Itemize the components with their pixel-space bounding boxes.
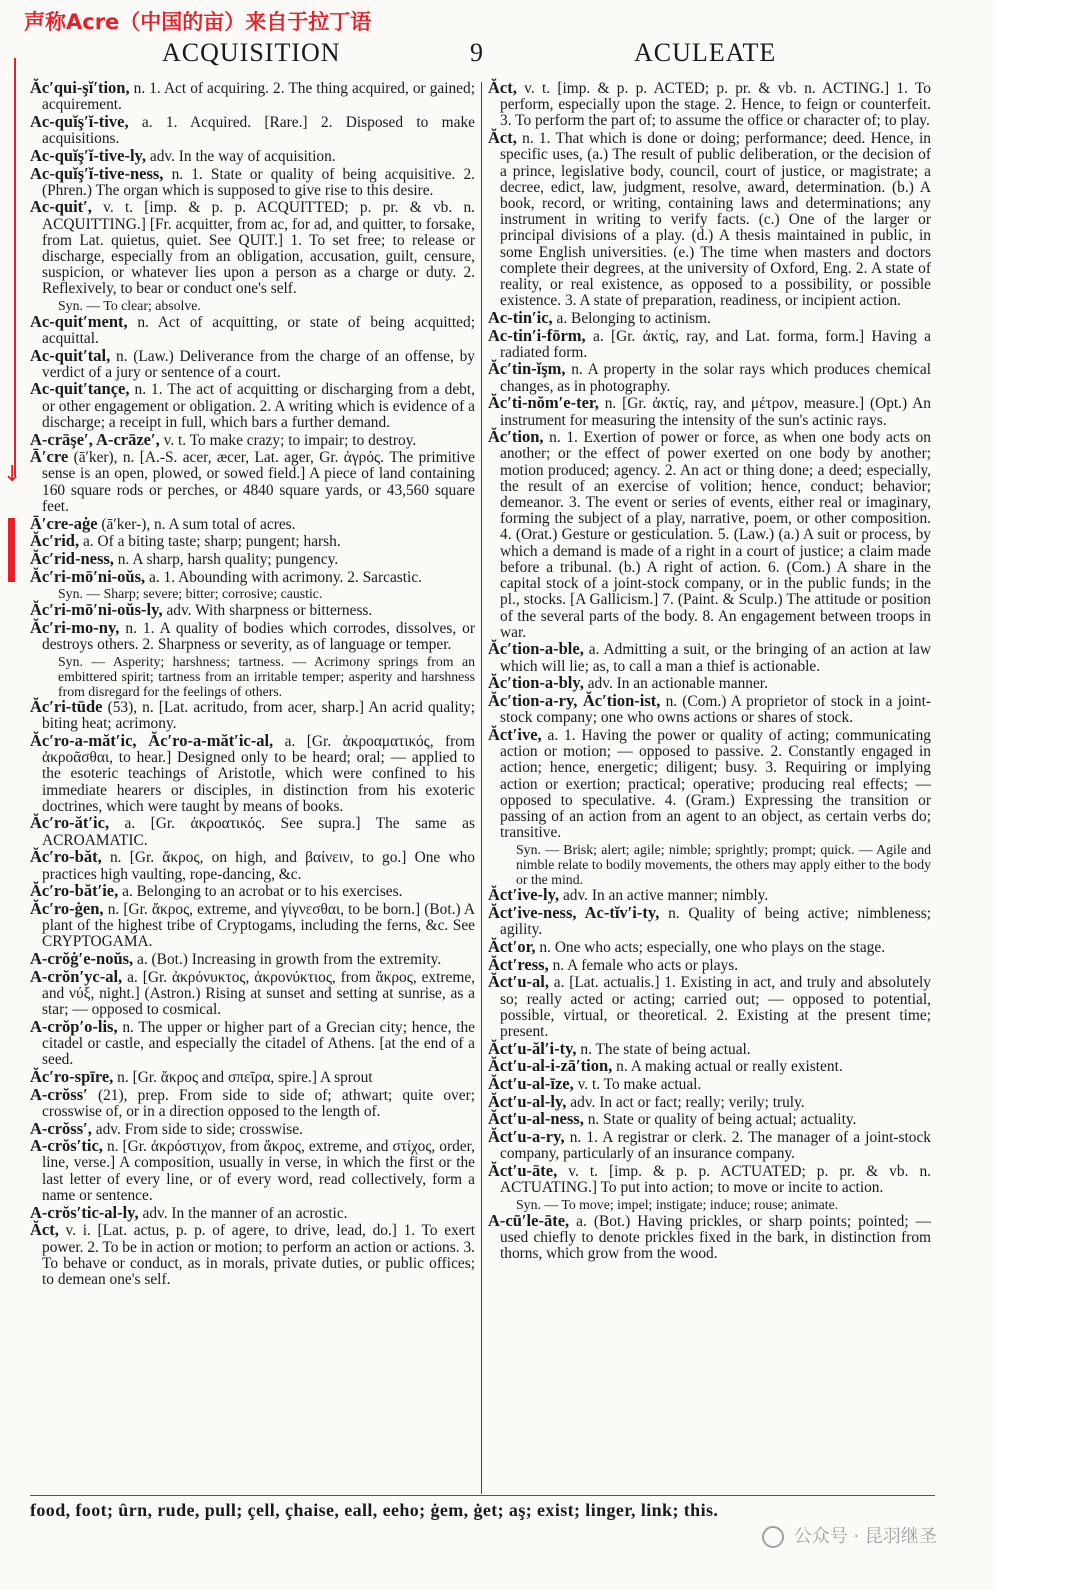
dictionary-entry [30, 533, 475, 550]
entry-definition: a. Belonging to actinism. [556, 309, 711, 327]
entry-headword: Ăc′ri-mō′ni-oŭs, [30, 566, 146, 586]
dictionary-entry [488, 1091, 931, 1111]
dictionary-entry [488, 80, 931, 130]
entry-definition: n. A making actual or really existent. [616, 1058, 843, 1076]
entry-headword: A-crŏn′yc-al, [30, 966, 123, 986]
entry-definition: n. 1. The act of acquitting or discharging from a debt, or other engagement or obligation. 2. A writing which is evidence of a discharge; a receipt in full, which bars a further demand. [42, 381, 475, 431]
dictionary-entry [488, 1129, 931, 1162]
dictionary-entry [488, 130, 931, 309]
entry-definition: (53), n. [Lat. acritudo, from acer, sharp.] An acrid quality; biting heat; acrimony. [42, 699, 475, 733]
dictionary-entry [30, 815, 475, 848]
entry-headword: Ac-quit′tal, [30, 345, 111, 365]
dictionary-entry [488, 887, 931, 904]
entry-headword: Ăct, [488, 78, 517, 97]
entry-headword: Ăct, [30, 1220, 59, 1240]
entry-headword: Ăc′ti-nŏm′e-ter, [488, 393, 599, 413]
annotation-red-line [14, 58, 16, 476]
dictionary-entry [488, 974, 931, 1040]
entry-headword: Ăc′tion-a-ry, Ăc′tion-ist, [488, 691, 661, 711]
entry-definition: a. Of a biting taste; sharp; pungent; harsh. [82, 533, 341, 551]
entry-definition: n. [Gr. ἄκρος and σπεῖρα, spire.] A sprout [117, 1068, 373, 1086]
dictionary-entry [488, 641, 931, 674]
entry-definition: a. 1. Having the power or quality of acting; communicating action or motion; — opposed to passive. 2. Constantly engaged in action; hence, energetic; diligent; busy. 3. Requiring or implying action or exertion; practical; operative; producing real effects; — opposed to speculative. 4. (Gram.) Expressing the transition or passing of an action from an agent to an object, as certain verbs do; transitive. [500, 726, 931, 842]
entry-definition: v. t. [imp. & p. p. ACQUITTED; p. pr. & vb. n. ACQUITTING.] [Fr. acquitter, from ac, for ad, and quitter, to forsake, from Lat. quietus, quiet. See QUIT.] 1. To set free; to release or discharge, especially from an obligation, accusation, guilt, censure, suspicion, or whatever lies upon a person as a charge or duty. 2. Reflexively, to bear or conduct one's self. [42, 199, 475, 298]
dictionary-entry [30, 566, 475, 586]
entry-definition: n. One who acts; especially, one who plays on the stage. [539, 938, 886, 956]
footer-rule [30, 1495, 935, 1496]
dictionary-entry [30, 1066, 475, 1086]
entry-definition: a. (Bot.) Increasing in growth from the extremity. [137, 951, 442, 969]
entry-headword: Ăc′tion-a-bly, [488, 673, 584, 693]
entry-headword: Ăc′ro-a-măt′ic, Ăc′ro-a-măt′ic-al, [30, 730, 274, 750]
dictionary-entry [30, 345, 475, 381]
entry-definition: a. [Lat. actualis.] 1. Existing in act, and truly and absolutely so; really acted or acting; carried out; — opposed to potential, possible, virtual, or theoretical. 2. Existing at the present time; present. [500, 974, 931, 1040]
dictionary-entry [30, 730, 475, 815]
dictionary-entry [30, 1222, 475, 1288]
entry-headword: Ăc′ro-ġen, [30, 898, 104, 918]
entry-definition: n. Act of acquitting, or state of being acquitted; acquittal. [42, 313, 475, 347]
annotation-title: 声称Acre（中国的亩）来自于拉丁语 [24, 10, 372, 34]
entry-headword: Ăc′ro-ăt′ic, [30, 813, 110, 833]
entry-definition: n. [Gr. ἄκρος, on high, and βαίνειν, to go.] One who practices high vaulting, rope-dancing, &c. [42, 849, 475, 883]
entry-headword: A-crŏss′ [30, 1084, 88, 1104]
entry-definition: n. [Gr. ἀκτίς, ray, and μέτρον, measure.] (Opt.) An instrument for measuring the intensity of the sun's actinic rays. [500, 395, 931, 429]
entry-definition: (ā′ker), n. [A.-S. acer, æcer, Lat. ager, Gr. ἀγρός. The primitive sense is an open, plowed, or sowed field.] A piece of land containing 160 square rods or perches, or 4840 square yards, or 43,560 square feet. [42, 449, 475, 515]
entry-headword: A-crŏss′, [30, 1118, 92, 1138]
dictionary-entry [30, 145, 475, 165]
synonym-note: Syn. — To move; impel; instigate; induce; rouse; animate. [516, 1197, 839, 1212]
dictionary-entry [30, 429, 475, 449]
entry-headword: Ăc′rid, [30, 531, 80, 551]
running-head [0, 38, 995, 74]
entry-headword: Ăct′ive-ly, [488, 885, 560, 905]
entry-headword: A-crŏs′tic, [30, 1136, 103, 1156]
entry-headword: Ăct′u-al-ly, [488, 1091, 567, 1111]
dictionary-entry [488, 1163, 931, 1196]
entry-headword: Ăct, [488, 128, 517, 148]
dictionary-entry [488, 1111, 931, 1128]
entry-definition: a. [Gr. ἀκροατικός. See supra.] The same as ACROAMATIC. [42, 815, 475, 849]
entry-headword: A-crŏp′o-lis, [30, 1016, 118, 1036]
entry-headword: Ăc′ri-mō′ni-oŭs-ly, [30, 599, 163, 619]
dictionary-entry [30, 111, 475, 148]
entry-definition: v. t. [imp. & p. p. ACTED; p. pr. & vb. n. ACTING.] 1. To perform, especially upon the stage. 2. Hence, to feign or counterfeit. 3. To perform the part of; to assume the office or character of; to play. [500, 80, 931, 130]
entry-headword: Ac-quĭş′ĭ-tive, [30, 111, 129, 131]
page-number: 9 [470, 38, 484, 67]
dictionary-entry [488, 905, 931, 938]
entry-definition: n. (Law.) Deliverance from the charge of an offense, by verdict of a jury or sentence of a court. [42, 347, 475, 381]
dictionary-entry [488, 395, 931, 428]
entry-definition: n. 1. Exertion of power or force, as when one body acts on another; or the effect of power exerted on one body by another; motion produced; agency. 2. An act or thing done; a deed; especially, the result of an exercise of volition; hence, conduct; behavior; demeanor. 3. The event or series of events, either real or imaginary, forming the subject of a play, narrative, poem, or other composition. 4. (Orat.) Gesture or gesticulation. 5. (Law.) (a.) A suit or process, by which a demand is made of a right in a court of justice; a claim made before a tribunal. (b.) A right of action. 6. (Com.) A share in the capital stock of a joint-stock company, or in the public funds; in the pl., stocks. [A Gallicism.] 7. (Paint. & Sculp.) The attitude or position of the several parts of the body. 8. An engagement between troops in war. [500, 429, 931, 641]
entry-definition: adv. In the manner of an acrostic. [142, 1204, 348, 1222]
entry-definition: n. A female who acts or plays. [552, 956, 739, 974]
dictionary-entry [30, 548, 475, 568]
dictionary-entry [488, 307, 931, 327]
dictionary-entry [488, 325, 931, 361]
column-divider [481, 82, 482, 1494]
entry-definition: adv. From side to side; crosswise. [95, 1120, 303, 1138]
entry-headword: Ăc′ro-spīre, [30, 1066, 114, 1086]
entry-definition: (ā′ker-), n. A sum total of acres. [101, 515, 296, 533]
right-margin [995, 0, 1080, 1590]
synonym-note: Syn. — Brisk; alert; agile; nimble; sprightly; prompt; quick. — Agile and nimble relate to bodily movements, the others may apply either to the body or the mind. [516, 841, 931, 887]
dictionary-entry [488, 361, 931, 394]
dictionary-entry [488, 1076, 931, 1093]
entry-headword: Ac-quit′ment, [30, 311, 128, 331]
dictionary-entry [30, 883, 475, 900]
entry-headword: Ăc′tion, [488, 427, 544, 447]
entry-definition: n. 1. Act of acquiring. 2. The thing acquired, or gained; acquirement. [42, 80, 475, 114]
entry-definition: a. Admitting a suit, or the bringing of an action at law which will lie; as, to call a man a thief is actionable. [500, 641, 931, 675]
watermark [762, 1522, 937, 1548]
dictionary-entry [30, 80, 475, 113]
pronunciation-key: food, foot; ûrn, rude, pull; çell, çhaise, eall, eeho; ġem, ġet; aş; exist; linger, link; this. [30, 1500, 719, 1520]
entry-definition: (21), prep. From side to side of; athwart; quite over; crosswise of, or in a direction opposed to the length of. [42, 1086, 475, 1120]
entry-headword: Ăct′ive, [488, 724, 542, 744]
entry-definition: n. The state of being actual. [580, 1040, 751, 1058]
dictionary-entry [30, 163, 475, 199]
dictionary-entry [30, 617, 475, 653]
entry-definition: n. 1. That which is done or doing; performance; deed. Hence, in specific uses, (a.) The result of public deliberation, or the decision of a prince, legislative body, council, court of justice, or magistrate; a decree, edict, law, judgment, resolve, award, determination. (b.) A book, record, or writing, containing laws and determinations; any instrument in writing to verify facts. (c.) One of the larger or principal divisions of a play. (d.) A thesis maintained in public, in some English universities. (e.) The time when masters and doctors complete their degrees, at the university of Oxford, Eng. 2. A state of reality, or real existence, as opposed to a possibility, or possible existence. 3. A state of preparation, readiness, or incipient action. [500, 130, 931, 310]
entry-definition: n. The upper or higher part of a Grecian city; hence, the citadel or castle, and especially the citadel of Athens. [at the end of a seed. [42, 1018, 475, 1069]
dictionary-entry [30, 699, 475, 732]
entry-definition: v. t. To make crazy; to impair; to destroy. [163, 431, 417, 449]
entry-definition: v. i. [Lat. actus, p. p. of agere, to drive, lead, do.] 1. To exert power. 2. To be in action or motion; to perform an action or actions. 3. To behave or conduct, as in morals, private duties, or public offices; to demean one's self. [42, 1222, 475, 1288]
dictionary-entry [30, 898, 475, 951]
entry-definition: n. Quality of being active; nimbleness; agility. [500, 905, 931, 939]
entry-headword: Ac-quĭş′ĭ-tive-ly, [30, 145, 147, 165]
entry-definition: n. [Gr. ἄκρος, extreme, and γίγνεσθαι, to be born.] (Bot.) A plant of the highest tribe of Cryptogams, including the ferns, &c. See CRYPTOGAMA. [42, 900, 475, 951]
entry-definition: a. 1. Acquired. [Rare.] 2. Disposed to make acquisitions. [42, 113, 475, 148]
annotation-arrow-icon: ↓ [3, 462, 22, 487]
wechat-logo-icon [762, 1526, 784, 1548]
dictionary-entry [488, 954, 931, 974]
entry-definition: n. 1. State or quality of being acquisitive. 2. (Phren.) The organ which is supposed to give rise to this desire. [42, 165, 475, 199]
entry-headword: Ăc′rid-ness, [30, 548, 114, 568]
entry-definition: adv. In an active manner; nimbly. [562, 887, 769, 905]
dictionary-entry [30, 1202, 475, 1222]
dictionary-entry [488, 1038, 931, 1058]
dictionary-entry [30, 381, 475, 431]
entry-definition: a. [Gr. ἀκτίς, ray, and Lat. forma, form.] Having a radiated form. [500, 327, 931, 361]
entry-headword: Ăc′ro-băt′ie, [30, 881, 119, 901]
dictionary-entry [488, 724, 931, 842]
entry-headword: Ăct′u-āte, [488, 1161, 558, 1181]
entry-definition: a. (Bot.) Having prickles, or sharp points; pointed; — used chiefly to denote prickles fixed in the bark, in distinction from thorns, which grow from the wood. [500, 1212, 931, 1262]
dictionary-entry [30, 966, 475, 1019]
entry-headword: Ăc′qui-şĭ′tion, [30, 78, 130, 97]
dictionary-entry [30, 1084, 475, 1120]
entry-headword: Ā′cre [30, 447, 69, 467]
entry-headword: A-crŏs′tic-al-ly, [30, 1202, 139, 1222]
annotation-highlight-bar [8, 518, 15, 582]
dictionary-entry [30, 599, 475, 619]
synonym-note: Syn. — To clear; absolve. [58, 298, 201, 314]
entry-definition: a. Belonging to an acrobat or to his exercises. [122, 883, 403, 901]
entry-definition: n. [Gr. ἀκρόστιχον, from ἄκρος, extreme, and στίχος, order, line, verse.] A composition, usually in verse, in which the first or the last letter of every line, or of every word, read collectively, form a name or sentence. [42, 1138, 475, 1204]
entry-headword: Ac-tin′i-fōrm, [488, 325, 586, 345]
dictionary-entry [30, 849, 475, 882]
entry-definition: adv. In act or fact; really; verily; truly. [570, 1093, 805, 1111]
dictionary-entry [30, 513, 475, 533]
entry-headword: Ac-quit′tançe, [30, 379, 130, 399]
guide-word-right: ACULEATE [634, 38, 777, 67]
entry-definition: adv. In the way of acquisition. [149, 147, 336, 165]
synonym-note: Syn. — Asperity; harshness; tartness. — Acrimony springs from an embittered spirit; tartness from an irritable temper; asperity and harshness from disregard for the feelings of others. [58, 653, 475, 699]
entry-definition: a. [Gr. ἀκρόνυκτος, ἀκρονύκτιος, from ἄκρος, extreme, and νύξ, night.] (Astron.) Rising at sunset and setting at sunrise, as a star; — opposed to cosmical. [42, 968, 475, 1019]
entry-headword: Ăct′u-al-ness, [488, 1109, 584, 1129]
dictionary-entry [30, 1118, 475, 1138]
entry-headword: Ăc′tion-a-ble, [488, 639, 584, 659]
entry-headword: Ăc′ri-mo-ny, [30, 617, 120, 637]
entry-headword: Ăct′ive-ness, Ac-tĭv′i-ty, [488, 903, 660, 923]
dictionary-entry [488, 936, 931, 956]
dictionary-entry [488, 1210, 931, 1263]
entry-definition: adv. With sharpness or bitterness. [166, 601, 373, 619]
dictionary-entry [488, 429, 931, 641]
entry-definition: n. 1. A registrar or clerk. 2. The manager of a joint-stock company, particularly of an insurance company. [500, 1129, 931, 1163]
dictionary-entry [30, 1138, 475, 1204]
entry-definition: n. 1. A quality of bodies which corrodes, dissolves, or destroys others. 2. Sharpness or severity, as of language or temper. [42, 619, 475, 653]
entry-headword: Ăct′u-al-i-zā′tion, [488, 1056, 613, 1076]
entry-definition: adv. In an actionable manner. [587, 675, 768, 693]
dictionary-entry [30, 951, 475, 968]
dictionary-entry [30, 311, 475, 347]
entry-headword: Ac-quĭş′ĭ-tive-ness, [30, 163, 164, 183]
dictionary-entry [30, 199, 475, 297]
entry-headword: Ac-tin′ic, [488, 307, 553, 327]
right-column [488, 80, 931, 1263]
entry-headword: A-cū′le-āte, [488, 1210, 570, 1230]
dictionary-entry [488, 675, 931, 692]
entry-definition: a. 1. Abounding with acrimony. 2. Sarcastic. [149, 568, 423, 586]
entry-headword: Ăct′u-al-īze, [488, 1074, 574, 1094]
dictionary-entry [488, 1058, 931, 1075]
entry-definition: n. (Com.) A proprietor of stock in a joint-stock company; one who owns actions or shares of stock. [500, 693, 932, 727]
entry-headword: Ăc′ro-băt, [30, 847, 102, 867]
entry-headword: Ăct′u-a-ry, [488, 1127, 565, 1147]
entry-headword: A-crāşe′, A-crāze′, [30, 429, 160, 449]
entry-headword: Ăct′u-al, [488, 972, 550, 992]
entry-definition: n. A property in the solar rays which produces chemical changes, as in photography. [500, 361, 931, 395]
dictionary-entry [30, 449, 475, 515]
dictionary-entry [488, 693, 931, 726]
dictionary-entry [30, 1016, 475, 1069]
entry-definition: n. State or quality of being actual; actuality. [587, 1111, 857, 1129]
entry-headword: Ăct′or, [488, 936, 536, 956]
entry-definition: n. A sharp, harsh quality; pungency. [117, 550, 339, 568]
entry-headword: A-crŏġ′e-noŭs, [30, 949, 134, 969]
entry-headword: Ā′cre-aġe [30, 513, 98, 533]
entry-headword: Ăc′tin-ĭşm, [488, 359, 566, 379]
entry-headword: Ăct′ress, [488, 954, 549, 974]
synonym-note: Syn. — Sharp; severe; bitter; corrosive; caustic. [58, 586, 323, 602]
guide-word-left: ACQUISITION [162, 38, 341, 67]
entry-definition: v. t. To make actual. [577, 1076, 702, 1094]
watermark-text: 公众号 · 昆羽继圣 [793, 1526, 937, 1547]
entry-headword: Ac-quit′, [30, 197, 92, 217]
entry-definition: v. t. [imp. & p. p. ACTUATED; p. pr. & vb. n. ACTUATING.] To put into action; to move or incite to action. [500, 1163, 931, 1197]
left-column [30, 80, 475, 1289]
entry-headword: Ăc′ri-tūde [30, 697, 103, 716]
entry-definition: a. [Gr. ἀκροαματικός, from ἀκροᾶσθαι, to hear.] Designed only to be heard; oral; — applied to the esoteric teachings of Aristotle, which were confined to his immediate hearers or disciples, in distinction from his exoteric doctrines, which were taught by means of books. [42, 732, 475, 815]
entry-headword: Ăct′u-ăl′i-ty, [488, 1038, 577, 1058]
